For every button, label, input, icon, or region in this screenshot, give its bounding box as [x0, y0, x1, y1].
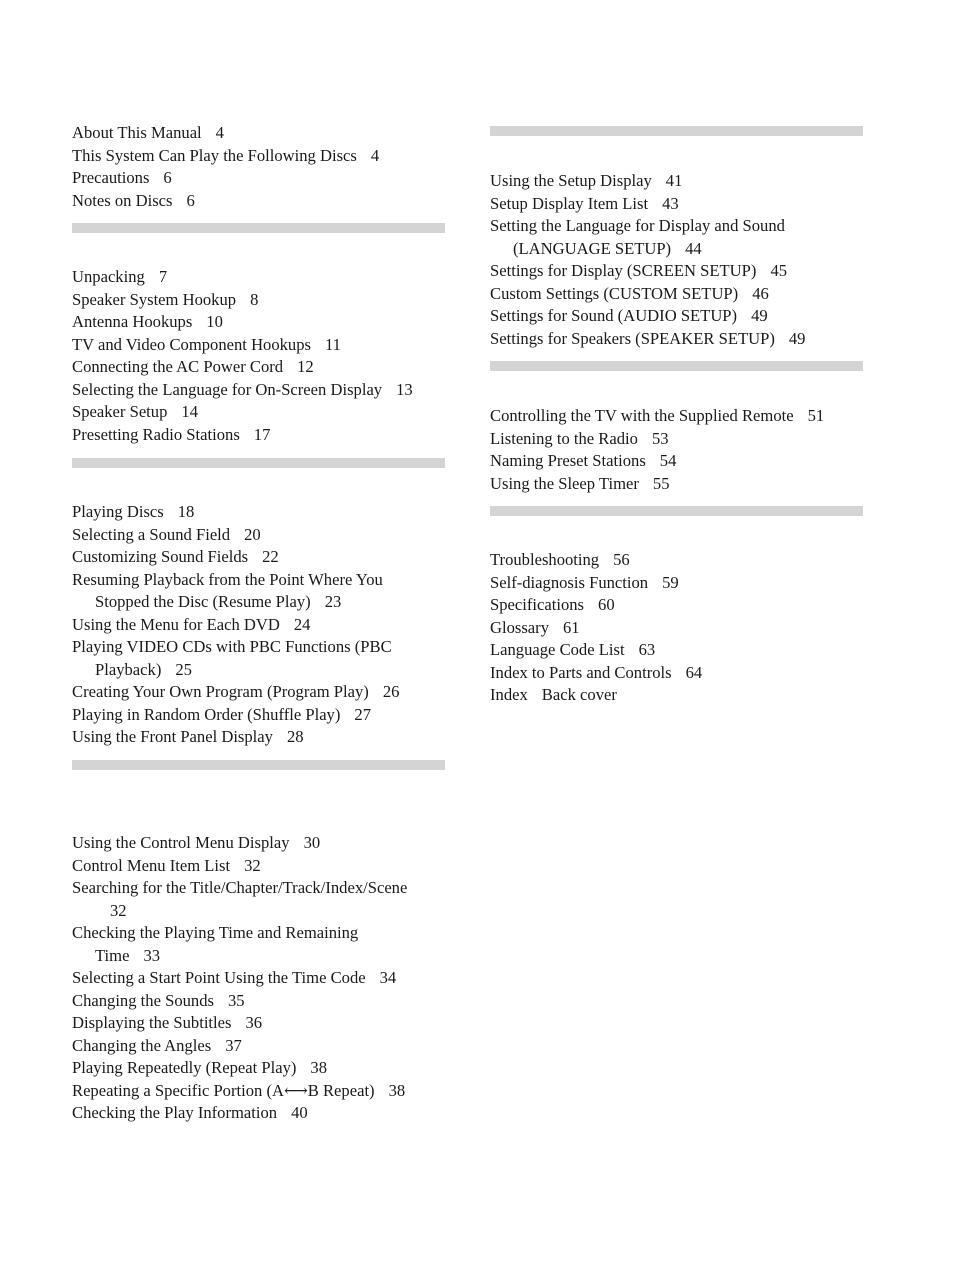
page-number: 37 [225, 1035, 242, 1055]
page-number: 11 [325, 334, 341, 354]
page-number: 6 [163, 168, 172, 187]
toc-section-5 [490, 170, 864, 350]
toc-entry[interactable] [72, 266, 446, 289]
entry-title: Setup Display Item List [490, 193, 649, 213]
section-divider [490, 361, 863, 371]
entry-title: Custom Settings (CUSTOM SETUP) [490, 283, 739, 303]
toc-entry[interactable] [72, 1080, 446, 1103]
entry-title: Presetting Radio Stations [72, 424, 240, 444]
toc-entry[interactable] [490, 170, 864, 193]
toc-entry[interactable] [72, 167, 446, 190]
entry-title: About This Manual [72, 123, 202, 142]
toc-entry[interactable] [72, 501, 446, 524]
entry-title: Using the Front Panel Display [72, 727, 273, 746]
toc-entry[interactable] [72, 122, 446, 145]
entry-title: Settings for Speakers (SPEAKER SETUP) [490, 328, 775, 348]
toc-entry[interactable] [490, 662, 864, 685]
page-number: 59 [662, 572, 679, 592]
page-number: 56 [613, 550, 630, 569]
toc-entry[interactable] [72, 1102, 446, 1125]
page-number: 44 [685, 238, 702, 258]
toc-entry[interactable] [72, 424, 446, 447]
entry-title: Troubleshooting [490, 550, 600, 569]
entry-title: Displaying the Subtitles [72, 1013, 232, 1032]
toc-entry[interactable] [72, 704, 446, 727]
entry-title: Playing VIDEO CDs with PBC Functions (PBC [72, 637, 392, 656]
toc-section-3 [72, 501, 446, 749]
page-number: 30 [303, 833, 321, 852]
toc-entry[interactable] [72, 1035, 446, 1058]
page-number: 35 [227, 990, 245, 1010]
entry-title: Using the Setup Display [490, 171, 652, 190]
toc-entry[interactable] [490, 450, 864, 473]
page-number: 4 [215, 123, 224, 142]
entry-title-continued: Playback) [95, 659, 162, 679]
toc-section-7 [490, 549, 864, 707]
toc-entry[interactable] [72, 379, 446, 402]
page-number: 49 [751, 306, 768, 325]
page-number: 20 [244, 524, 261, 544]
entry-title: Naming Preset Stations [490, 451, 646, 470]
toc-entry[interactable] [72, 569, 446, 614]
toc-entry[interactable] [72, 401, 446, 424]
entry-title: Changing the Sounds [72, 990, 214, 1010]
entry-title: Connecting the AC Power Cord [72, 357, 284, 376]
entry-title: Control Menu Item List [72, 855, 231, 875]
page-number: 38 [310, 1058, 328, 1077]
entry-title: Settings for Display (SCREEN SETUP) [490, 261, 757, 280]
page-number: 14 [181, 402, 198, 421]
toc-entry[interactable] [490, 215, 864, 260]
toc-entry[interactable] [490, 305, 864, 328]
toc-entry[interactable] [72, 524, 446, 547]
page-number: 32 [244, 855, 261, 875]
toc-entry[interactable] [490, 617, 864, 640]
page-number: 53 [651, 428, 669, 448]
entry-title: Settings for Sound (AUDIO SETUP) [490, 306, 738, 325]
toc-entry[interactable] [72, 190, 446, 213]
entry-title: Checking the Play Information [72, 1103, 278, 1122]
section-divider [72, 760, 445, 770]
toc-entry[interactable] [490, 684, 864, 707]
page-number: 46 [752, 283, 769, 303]
toc-entry[interactable] [72, 546, 446, 569]
entry-title: Using the Sleep Timer [490, 473, 639, 493]
entry-title: Playing Repeatedly (Repeat Play) [72, 1058, 297, 1077]
entry-title: Changing the Angles [72, 1035, 212, 1055]
toc-entry[interactable] [490, 283, 864, 306]
entry-title: Setting the Language for Display and Sound [490, 216, 785, 235]
page-number: 17 [253, 424, 271, 444]
entry-title: Using the Control Menu Display [72, 833, 290, 852]
page-number: 55 [652, 473, 670, 493]
entry-title: Glossary [490, 617, 549, 637]
page-number: 26 [382, 682, 400, 701]
toc-entry[interactable] [72, 311, 446, 334]
entry-title: Listening to the Radio [490, 428, 638, 448]
entry-title: Speaker Setup [72, 402, 168, 421]
page-number: 23 [324, 592, 342, 611]
section-divider [490, 506, 863, 516]
page-number: 10 [206, 312, 223, 331]
entry-title: Speaker System Hookup [72, 289, 237, 309]
entry-title: Notes on Discs [72, 190, 173, 210]
page-number: 6 [186, 190, 195, 210]
entry-title: Resuming Playback from the Point Where You [72, 569, 383, 589]
page-number: 63 [638, 640, 656, 659]
entry-title: Controlling the TV with the Supplied Remote [490, 406, 794, 425]
toc-entry[interactable] [490, 260, 864, 283]
section-divider [72, 458, 445, 468]
page-number: 34 [379, 968, 397, 987]
entry-title: Creating Your Own Program (Program Play) [72, 682, 369, 701]
page-number: 32 [110, 900, 127, 920]
toc-entry[interactable] [72, 334, 446, 357]
entry-title: Index to Parts and Controls [490, 662, 672, 682]
toc-entry[interactable] [490, 594, 864, 617]
page-number: 61 [563, 617, 580, 637]
page-number: 22 [262, 547, 279, 566]
page-number: 54 [659, 451, 677, 470]
page-number: 64 [685, 662, 703, 682]
toc-entry[interactable] [72, 832, 446, 855]
toc-entry[interactable] [490, 328, 864, 351]
toc-entry[interactable] [72, 145, 446, 168]
toc-section-2 [72, 266, 446, 446]
page-number: 12 [297, 357, 314, 376]
page-number: 41 [665, 171, 683, 190]
entry-title-continued: (LANGUAGE SETUP) [513, 238, 672, 258]
toc-entry[interactable] [72, 855, 446, 878]
toc-entry[interactable] [490, 428, 864, 451]
entry-title-continued: Time [95, 945, 130, 965]
entry-title: Repeating a Specific Portion (A⟷B Repeat) [72, 1080, 375, 1100]
toc-entry[interactable] [490, 549, 864, 572]
toc-entry[interactable] [72, 877, 446, 922]
entry-title: Selecting a Sound Field [72, 524, 231, 544]
page-number: 28 [286, 727, 304, 746]
entry-title: Language Code List [490, 640, 625, 659]
toc-entry[interactable] [72, 614, 446, 637]
page-number: 25 [175, 659, 192, 679]
toc-section-6 [490, 405, 864, 495]
entry-title: Self-diagnosis Function [490, 572, 649, 592]
entry-title: TV and Video Component Hookups [72, 334, 311, 354]
entry-title: Unpacking [72, 267, 145, 286]
page-number: 18 [177, 502, 195, 521]
entry-title: Using the Menu for Each DVD [72, 614, 280, 634]
entry-title: Searching for the Title/Chapter/Track/Index/Scene [72, 878, 408, 897]
entry-title: Index [490, 685, 528, 704]
entry-title: Playing in Random Order (Shuffle Play) [72, 704, 341, 724]
entry-title: Selecting a Start Point Using the Time Code [72, 968, 366, 987]
toc-entry[interactable] [490, 473, 864, 496]
page-number: 43 [662, 193, 679, 213]
toc-entry[interactable] [72, 356, 446, 379]
page-number: 60 [598, 595, 615, 614]
entry-title: Specifications [490, 595, 585, 614]
toc-entry[interactable] [72, 967, 446, 990]
toc-entry[interactable] [490, 639, 864, 662]
toc-entry[interactable] [72, 990, 446, 1013]
page-number: 49 [788, 328, 806, 348]
toc-entry[interactable] [72, 1012, 446, 1035]
page-number: 8 [250, 289, 259, 309]
page-number: 51 [807, 406, 825, 425]
page-number: 27 [354, 704, 371, 724]
section-divider [490, 126, 863, 136]
toc-entry[interactable] [490, 193, 864, 216]
page-number: 38 [388, 1080, 406, 1100]
toc-entry[interactable] [490, 405, 864, 428]
toc-entry[interactable] [72, 1057, 446, 1080]
entry-title: Customizing Sound Fields [72, 547, 249, 566]
toc-entry[interactable] [72, 289, 446, 312]
entry-title: This System Can Play the Following Discs [72, 145, 357, 165]
page-number: 40 [291, 1103, 308, 1122]
toc-entry[interactable] [72, 636, 446, 681]
toc-section-4 [72, 832, 446, 1125]
page-number: 36 [245, 1013, 263, 1032]
section-divider [72, 223, 445, 233]
page-number: 7 [158, 267, 168, 286]
toc-entry[interactable] [72, 726, 446, 749]
entry-title-continued: Stopped the Disc (Resume Play) [95, 592, 311, 611]
toc-entry[interactable] [72, 922, 446, 967]
page-number: 24 [293, 614, 311, 634]
page-number: 13 [396, 379, 413, 399]
entry-title: Antenna Hookups [72, 312, 193, 331]
entry-title: Selecting the Language for On-Screen Display [72, 379, 383, 399]
entry-title: Checking the Playing Time and Remaining [72, 923, 359, 942]
toc-section-1 [72, 122, 446, 212]
toc-entry[interactable] [72, 681, 446, 704]
page-number: Back cover [541, 685, 617, 704]
toc-entry[interactable] [490, 572, 864, 595]
page-number: 33 [143, 945, 161, 965]
page-number: 4 [370, 145, 380, 165]
entry-title: Playing Discs [72, 502, 164, 521]
entry-title: Precautions [72, 168, 150, 187]
page-number: 45 [770, 261, 788, 280]
